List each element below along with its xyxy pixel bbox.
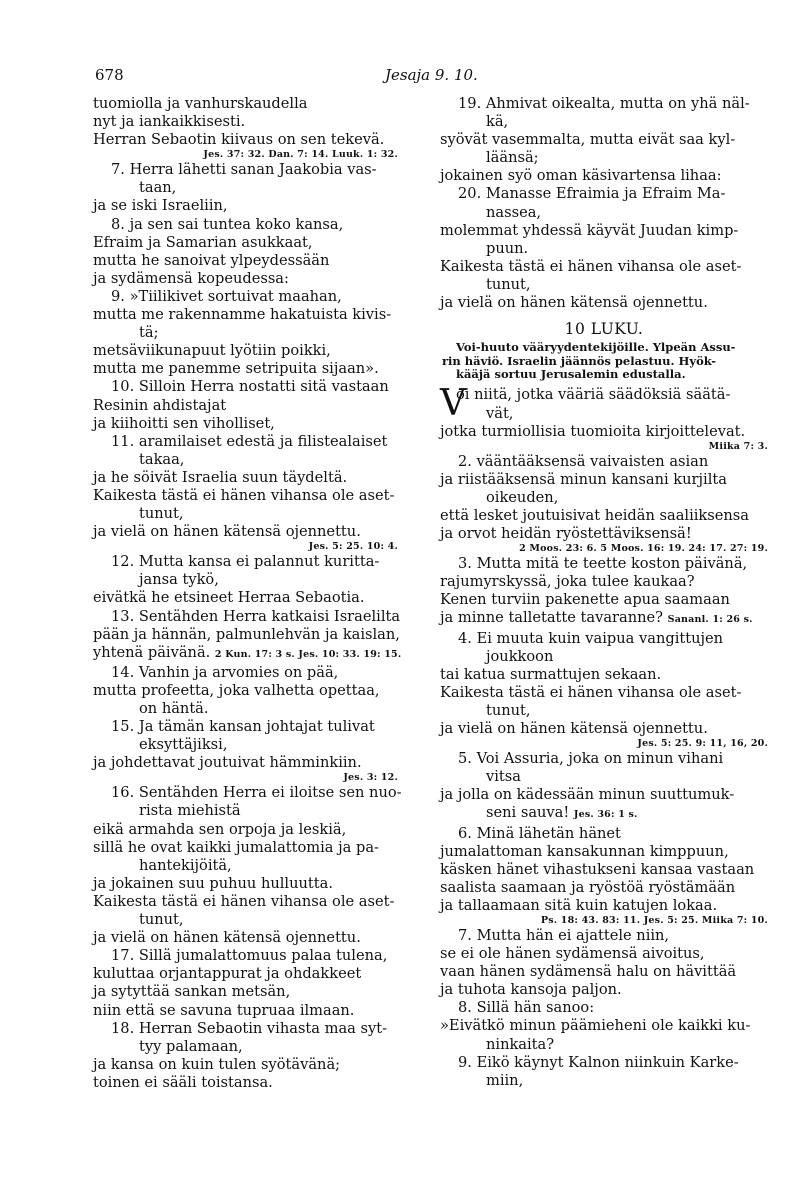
line-text: nassea, [486,203,542,221]
verse-line [93,589,398,607]
verse-line [440,843,768,861]
verse-line [93,113,398,131]
verse-line [93,893,398,911]
left-column [93,95,402,1092]
line-text: ja kansa on kuin tulen syötävänä; [93,1055,341,1073]
cross-reference [93,149,398,161]
chapter-10-verses [440,423,768,1090]
line-text: Kaikesta tästä ei hänen vihansa ole aset- [93,486,395,504]
line-text: 2 Moos. 23: 6. 5 Moos. 16: 19. 24: 17. 27: 19. [519,543,768,555]
line-text: ja vielä on hänen kätensä ojennettu. [440,720,708,738]
line-text: hantekijöitä, [139,856,232,874]
line-text: rista miehistä [139,802,241,820]
line-text: ja sytyttää sankan metsän, [93,983,291,1001]
verse-line [440,471,768,489]
cross-reference: Jes. 36: 1 s. [573,809,638,821]
verse-line [440,591,768,609]
summary-line: Voi-huuto vääryydentekijöille. Ylpeän Assu- [456,340,736,355]
line-text: että lesket joutuisivat heidän saaliiksensa [440,507,749,524]
verse-line [93,1002,398,1020]
line-text: 8. ja sen sai tuntea koko kansa, [111,215,344,233]
verse-line: vät, [486,404,514,422]
line-text: 3. Mutta mitä te teette koston päivänä, [458,555,748,573]
line-text: käsken hänet vihastukseni kansaa vastaan [440,860,755,878]
line-text: 7. Mutta hän ei ajattele niin, [458,926,670,944]
verse-line [93,643,402,664]
line-text: puun. [486,239,529,257]
verse-start-line [440,927,768,945]
verse-line [93,306,398,324]
chapter-opening [440,383,768,425]
cross-reference [440,543,768,555]
verse-line [93,342,398,360]
line-text: eikä armahda sen orpoja ja leskiä, [93,820,347,838]
verse-line [440,945,768,963]
line-text: 9. »Tiilikivet sortuivat maahan, [111,287,342,305]
verse-line [93,626,398,644]
line-text: tunut, [486,701,531,719]
verse-start-line [93,1020,398,1038]
verse-start-line [93,288,398,306]
verse-line [440,222,768,240]
line-text: sillä he ovat kaikki jumalattomia ja pa- [93,838,379,856]
line-text: ja tallaamaan sitä kuin katujen lokaa. [440,896,718,914]
verse-line [440,963,768,981]
line-text: mutta he sanoivat ylpeydessään [93,251,330,269]
line-text: Jes. 5: 25. 10: 4. [308,541,398,553]
page-header [95,66,754,90]
line-text: Kaikesta tästä ei hänen vihansa ole aset- [93,892,395,910]
line-text: eivätkä he etsineet Herraa Sebaotia. [93,589,365,607]
verse-start-line [93,161,398,179]
line-text: ja orvot heidän ryöstettäviksensä! [440,525,692,543]
verse-start-line [93,947,398,965]
line-text: ja johdettavat joutuivat hämminkiin. [93,754,362,772]
line-text: ja jokainen suu puhuu hulluutta. [93,874,333,892]
verse-line [93,929,398,947]
line-text: läänsä; [486,149,539,167]
verse-line [93,682,398,700]
verse-line [93,95,398,113]
line-text: 14. Vanhin ja arvomies on pää, [111,663,339,681]
verse-line [440,720,768,738]
line-text: ninkaita? [486,1035,555,1053]
line-text: ja kiihoitti sen viholliset, [93,414,275,432]
verse-start-line [93,553,398,571]
line-text: ja he söivät Israelia suun täydeltä. [93,468,348,486]
line-text: 10. Silloin Herra nostatti sitä vastaan [111,378,389,396]
chapter-heading: 10 LUKU. [564,320,644,339]
line-text: 15. Ja tämän kansan johtajat tulivat [111,718,375,736]
line-text: 18. Herran Sebaotin vihasta maa syt- [111,1019,388,1037]
cross-reference [93,541,398,553]
verse-line [93,700,398,718]
line-text: tunut, [139,911,184,929]
line-text: vitsa [486,768,521,786]
line-text: saalista saamaan ja ryöstöä ryöstämään [440,878,736,896]
verse-line [440,294,768,312]
verse-start-line [93,216,398,234]
summary-line: rin häviö. Israelin jäännös pelastuu. Hyök- [442,353,717,368]
verse-start-line [440,453,768,471]
verse-line [93,523,398,541]
verse-line [440,113,768,131]
line-text: toinen ei sääli toistansa. [93,1073,273,1091]
verse-line [93,270,398,288]
line-text: takaa, [139,450,185,468]
cross-reference [440,441,768,453]
line-text: jumalattoman kansakunnan kimppuun, [440,842,729,860]
verse-line [93,983,398,1001]
line-text: metsäviikunapuut lyötiin poikki, [93,342,331,360]
verse-line [440,897,768,915]
verse-start-line [93,607,401,626]
verse-line [440,648,768,666]
line-text: Herran Sebaotin kiivaus on sen tekevä. [93,131,385,149]
verse-line [440,684,768,702]
line-text: 9. Eikö käynyt Kalnon niinkuin Karke- [458,1053,739,1071]
line-text: joukkoon [486,647,554,665]
verse-line [93,911,398,929]
verse-line [440,258,768,276]
verse-line [93,571,398,589]
verse-line [93,324,398,342]
verse-line [93,197,398,215]
verse-start-line [440,1054,768,1072]
line-text: tä; [139,324,159,342]
line-text: ja minne talletatte tavaranne? [440,609,663,627]
line-text: 19. Ahmivat oikealta, mutta on yhä näl- [458,95,750,112]
verse-line [440,768,768,786]
line-text: miin, [486,1071,524,1089]
line-text: mutta me panemme setripuita sijaan». [93,360,379,378]
verse-line [440,879,768,897]
cross-reference [440,915,768,927]
drop-cap: V [440,383,466,425]
line-text: 20. Manasse Efraimia ja Efraim Ma- [458,185,726,203]
line-text: pään ja hännän, palmunlehvän ja kaislan, [93,625,400,643]
line-text: Resinin ahdistajat [93,396,227,414]
running-head: Jesaja 9. 10. [385,66,478,84]
line-text: 2. vääntääksensä vaivaisten asian [458,452,709,470]
line-text: nyt ja iankaikkisesti. [93,113,246,131]
verse-line [440,702,768,720]
verse-line [440,573,768,591]
verse-line [440,276,768,294]
verse-line [440,804,768,824]
verse-line [440,786,768,804]
line-text: seni sauva! [486,804,570,822]
verse-start-line [440,825,768,843]
line-text: taan, [139,179,177,197]
line-text: Kaikesta tästä ei hänen vihansa ole aset- [440,683,742,701]
verse-start-line [440,555,768,573]
verse-line [93,857,398,875]
line-text: »Eivätkö minun päämieheni ole kaikki ku- [440,1017,751,1035]
line-text: rajumyrskyssä, joka tulee kaukaa? [440,573,695,591]
line-text: niin että se savuna tupruaa ilmaan. [93,1001,355,1019]
line-text: vaan hänen sydämensä halu on hävittää [440,963,737,981]
line-text: Kenen turviin pakenette apua saamaan [440,591,730,609]
line-text: Ps. 18: 43. 83: 11. Jes. 5: 25. Miika 7: 10. [540,914,768,926]
line-text: jansa tykö, [139,571,219,589]
verse-line [440,423,768,441]
line-text: on häntä. [139,700,209,717]
verse-line [440,149,768,167]
verse-line [93,252,398,270]
page-number: 678 [95,66,124,84]
verse-line [440,240,768,258]
line-text: 16. Sentähden Herra ei iloitse sen nuo- [111,784,402,802]
verse-start-line [440,95,768,113]
verse-line [93,875,398,893]
verse-line [93,451,398,469]
verse-line: oi niitä, jotka vääriä säädöksiä säätä- [456,386,731,404]
verse-start-line [440,185,768,203]
line-text: Jes. 3: 12. [343,772,398,784]
verse-line [440,1072,768,1090]
chapter-9-end [440,95,768,312]
verse-start-line [440,750,768,768]
line-text: Efraim ja Samarian asukkaat, [93,233,313,251]
line-text: ja tuhota kansoja paljon. [440,981,622,999]
line-text: mutta me rakennamme hakatuista kivis- [93,306,392,324]
verse-line [93,839,398,857]
line-text: 5. Voi Assuria, joka on minun vihani [458,750,724,768]
line-text: jotka turmiollisia tuomioita kirjoittelevat. [440,422,746,440]
verse-line [440,666,768,684]
verse-line [93,360,398,378]
cross-reference [93,772,398,784]
line-text: jokainen syö oman käsivartensa lihaa: [440,167,722,185]
verse-start-line [440,630,768,648]
line-text: ja sydämensä kopeudessa: [93,269,289,287]
line-text: ja vielä on hänen kätensä ojennettu. [93,929,361,947]
verse-line [93,736,398,754]
summary-line: kääjä sortuu Jerusalemin edustalla. [456,367,686,382]
verse-line [93,469,398,487]
verse-line [440,1036,768,1054]
line-text: tuomiolla ja vanhurskaudella [93,95,308,112]
verse-line [93,821,398,839]
verse-line [93,415,398,433]
line-text: 8. Sillä hän sanoo: [458,999,595,1017]
line-text: se ei ole hänen sydämensä aivoitus, [440,945,705,963]
cross-reference: 2 Kun. 17: 3 s. Jes. 10: 33. 19: 15. [214,648,402,660]
verse-line [93,802,398,820]
line-text: Jes. 5: 25. 9: 11, 16, 20. [637,738,768,750]
verse-line [93,1038,398,1056]
verse-line [440,489,768,507]
line-text: ja vielä on hänen kätensä ojennettu. [440,294,708,312]
verse-start-line [440,999,768,1017]
line-text: ja se iski Israeliin, [93,197,228,215]
cross-reference: Sananl. 1: 26 s. [667,614,753,626]
line-text: Kaikesta tästä ei hänen vihansa ole aset- [440,257,742,275]
line-text: kuluttaa orjantappurat ja ohdakkeet [93,965,362,983]
verse-line [93,487,398,505]
line-text: oikeuden, [486,488,559,506]
verse-line [440,167,768,185]
line-text: 12. Mutta kansa ei palannut kuritta- [111,553,380,571]
line-text: mutta profeetta, joka valhetta opettaa, [93,681,380,699]
verse-line [440,1017,768,1035]
line-text: 11. aramilaiset edestä ja filistealaiset [111,432,388,450]
chapter-summary [440,341,768,381]
line-text: tyy palamaan, [139,1037,243,1055]
verse-line [93,1074,398,1092]
verse-line [440,981,768,999]
verse-line [440,861,768,879]
line-text: eksyttäjiksi, [139,736,228,754]
line-text: Jes. 37: 32. Dan. 7: 14. Luuk. 1: 32. [203,149,398,161]
line-text: ja riistääksensä minun kansani kurjilta [440,470,727,488]
line-text: tai katua surmattujen sekaan. [440,665,662,683]
verse-start-line [93,784,402,802]
line-text: Miika 7: 3. [708,440,768,452]
cross-reference [440,738,768,750]
verse-line [93,131,398,149]
right-column [440,95,768,1090]
line-text: ja jolla on kädessään minun suuttumuk- [440,786,735,804]
verse-line [93,397,398,415]
verse-line [93,1056,398,1074]
verse-line [93,505,398,523]
verse-line [440,609,768,629]
line-text: 4. Ei muuta kuin vaipua vangittujen [458,629,724,647]
verse-start-line [93,718,398,736]
line-text: yhtenä päivänä. [93,643,211,661]
verse-start-line [93,664,398,682]
line-text: 7. Herra lähetti sanan Jaakobia vas- [111,161,377,179]
line-text: 17. Sillä jumalattomuus palaa tulena, [111,947,388,965]
verse-line [93,234,398,252]
line-text: ja vielä on hänen kätensä ojennettu. [93,523,361,541]
line-text: tunut, [486,275,531,293]
line-text: molemmat yhdessä käyvät Juudan kimp- [440,221,739,239]
line-text: kä, [486,113,509,131]
line-text: 6. Minä lähetän hänet [458,824,621,842]
verse-line [93,965,398,983]
verse-line [93,754,398,772]
line-text: syövät vasemmalta, mutta eivät saa kyl- [440,131,736,149]
verse-line [93,179,398,197]
line-text: tunut, [139,505,184,523]
verse-line [440,525,768,543]
verse-start-line [93,378,398,396]
verse-start-line [93,433,398,451]
verse-line [440,204,768,222]
verse-line [440,507,768,525]
line-text: 13. Sentähden Herra katkaisi Israelilta [111,607,401,625]
verse-line [440,131,768,149]
